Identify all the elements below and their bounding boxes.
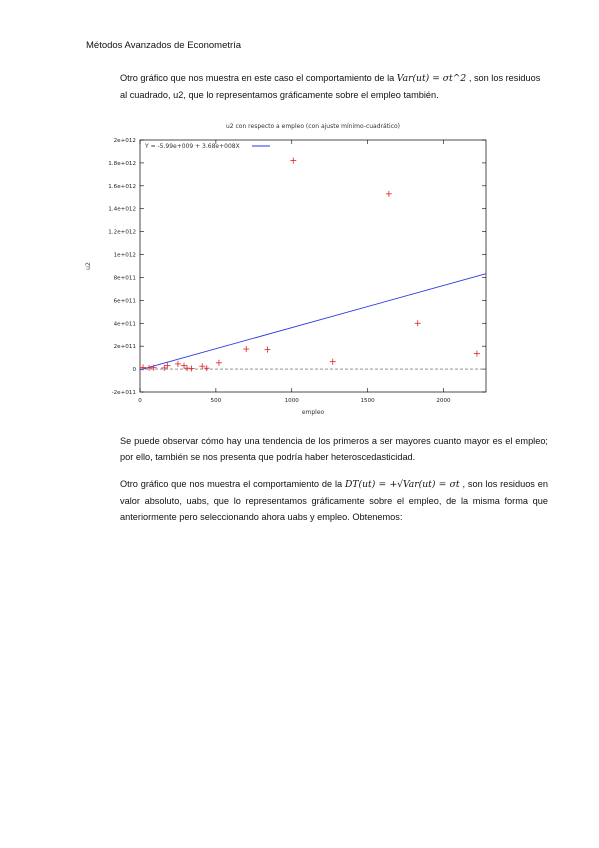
chart-title: u2 con respecto a empleo (con ajuste mínimo-cuadrático) bbox=[225, 123, 401, 130]
x-tick-label: 500 bbox=[210, 398, 222, 404]
x-tick-label: 0 bbox=[138, 398, 142, 404]
data-point bbox=[181, 363, 187, 369]
x-tick-label: 1500 bbox=[360, 398, 375, 404]
plot-frame bbox=[140, 140, 486, 392]
data-point bbox=[386, 191, 392, 197]
paragraph-1-formula: Var(ut) = σt^2 bbox=[396, 73, 467, 84]
paragraph-1-text-b: , son los residuos al cuadrado, u2, que lo representamos gráficamente sobre el empleo también. bbox=[120, 73, 541, 100]
data-point bbox=[243, 346, 249, 352]
y-tick-label: 6e+011 bbox=[113, 298, 136, 305]
y-tick-label: 1.4e+012 bbox=[108, 206, 136, 213]
paragraph-2: Se puede observar cómo hay una tendencia de los primeros a ser mayores cuanto mayor es el empleo; por ello, también se nos presenta que podría haber heteroscedasticidad. bbox=[120, 436, 548, 462]
y-tick-label: 1.2e+012 bbox=[108, 229, 136, 236]
paragraph-3 bbox=[86, 476, 548, 525]
y-tick-label: 0 bbox=[132, 367, 136, 374]
fit-line bbox=[140, 274, 486, 370]
y-tick-label: 1e+012 bbox=[113, 252, 136, 259]
y-tick-label: -2e+011 bbox=[111, 390, 136, 396]
paragraph-3-text-a: Otro gráfico que nos muestra el comportamiento de la bbox=[120, 479, 345, 489]
legend-label: Y = -5.99e+009 + 3.68e+008X bbox=[145, 143, 240, 150]
y-tick-label: 4e+011 bbox=[113, 321, 136, 328]
data-point bbox=[290, 158, 296, 164]
x-tick-label: 1000 bbox=[284, 398, 299, 404]
x-tick-label: 2000 bbox=[436, 398, 451, 404]
data-point bbox=[474, 351, 480, 357]
y-tick-label: 8e+011 bbox=[113, 275, 136, 282]
y-axis-label: u2 bbox=[85, 262, 92, 270]
data-point bbox=[330, 359, 336, 365]
scatter-chart bbox=[80, 118, 500, 418]
y-tick-label: 2e+012 bbox=[113, 138, 136, 144]
data-point bbox=[175, 361, 181, 367]
x-axis-label: empleo bbox=[301, 409, 325, 416]
running-header: Métodos Avanzados de Econometría bbox=[86, 40, 242, 51]
paragraph-1 bbox=[86, 70, 548, 103]
paragraph-3-text-b: , son los residuos en valor absoluto, uabs, que lo representamos gráficamente sobre el empleo, de la misma forma que anteriormente pero seleccionando ahora uabs y empleo. Obtenemos: bbox=[120, 479, 548, 522]
y-tick-label: 1.6e+012 bbox=[108, 183, 136, 190]
data-point bbox=[264, 347, 270, 353]
data-point bbox=[415, 320, 421, 326]
data-point bbox=[216, 360, 222, 366]
data-point bbox=[189, 366, 195, 372]
y-tick-label: 2e+011 bbox=[113, 344, 136, 351]
y-tick-label: 1.8e+012 bbox=[108, 160, 136, 167]
paragraph-3-formula: DT(ut) = +√Var(ut) = σt bbox=[345, 479, 460, 490]
paragraph-1-text-a: Otro gráfico que nos muestra en este caso el comportamiento de la bbox=[120, 73, 397, 83]
